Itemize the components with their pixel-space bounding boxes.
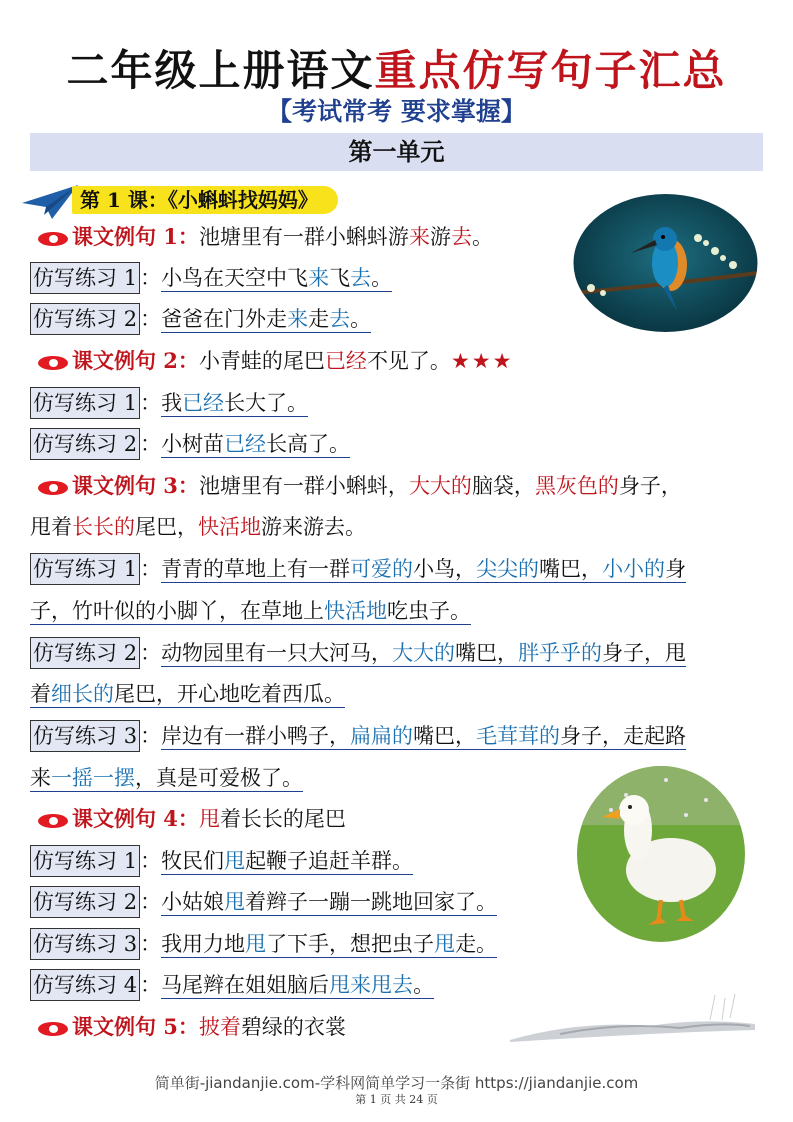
example-5: 课文例句 5：披着碧绿的衣裳: [38, 1011, 346, 1043]
practice-e4-1: 仿写练习 1 ：牧民们甩起鞭子追赶羊群。: [30, 845, 413, 877]
practice-label-box: 仿写练习 1: [30, 845, 140, 877]
example-3: 课文例句 3：池塘里有一群小蝌蚪，大大的脑袋，黑灰色的身子，: [38, 470, 682, 502]
practice-label-box: 仿写练习 1: [30, 553, 140, 585]
eye-bullet-icon: [38, 356, 68, 370]
practice-label-box: 仿写练习 4: [30, 969, 140, 1001]
practice-e3-3: 仿写练习 3 ：岸边有一群小鸭子，扁扁的嘴巴，毛茸茸的身子，走起路: [30, 720, 686, 752]
eye-bullet-icon: [38, 1022, 68, 1036]
ink-landscape-decoration: [500, 990, 760, 1050]
practice-e3-3-cont: 来一摇一摆，真是可爱极了。: [30, 766, 303, 790]
practice-e3-1-cont: 子，竹叶似的小脚丫，在草地上快活地吃虫子。: [30, 599, 471, 623]
practice-label-box: 仿写练习 2: [30, 637, 140, 669]
practice-label-box: 仿写练习 3: [30, 720, 140, 752]
practice-e4-3: 仿写练习 3 ：我用力地甩了下手，想把虫子甩走。: [30, 928, 497, 960]
practice-e2-2: 仿写练习 2 ：小树苗已经长高了。: [30, 428, 350, 460]
practice-e4-4: 仿写练习 4 ：马尾辫在姐姐脑后甩来甩去。: [30, 969, 434, 1001]
practice-e2-1: 仿写练习 1 ：我已经长大了。: [30, 387, 308, 419]
title-highlight: 重点仿写句子汇总: [374, 46, 727, 95]
star-rating: ★★★: [450, 349, 514, 373]
title-main: 二年级上册语文: [66, 46, 375, 95]
unit-banner: [30, 133, 763, 171]
practice-label-box: 仿写练习 2: [30, 886, 140, 918]
duck-photo: [576, 765, 746, 943]
example-1: 课文例句 1：池塘里有一群小蝌蚪游来游去。: [38, 221, 493, 253]
practice-e3-2-cont: 着细长的尾巴，开心地吃着西瓜。: [30, 682, 345, 706]
eye-bullet-icon: [38, 232, 68, 246]
kingfisher-photo: [573, 193, 758, 333]
practice-e1-1: 仿写练习 1 ：小鸟在天空中飞来飞去。: [30, 262, 392, 294]
practice-e3-1: 仿写练习 1 ：青青的草地上有一群可爱的小鸟，尖尖的嘴巴，小小的身: [30, 553, 686, 585]
page-title: [0, 38, 793, 98]
eye-bullet-icon: [38, 481, 68, 495]
practice-label-box: 仿写练习 2: [30, 303, 140, 335]
practice-label-box: 仿写练习 3: [30, 928, 140, 960]
page-subtitle: 【考试常考 要求掌握】: [267, 97, 526, 126]
practice-e3-2: 仿写练习 2 ：动物园里有一只大河马，大大的嘴巴，胖乎乎的身子，甩: [30, 637, 686, 669]
practice-e1-2: 仿写练习 2 ：爸爸在门外走来走去。: [30, 303, 371, 335]
page-number: 第 1 页 共 24 页: [355, 1093, 438, 1106]
example-2: 课文例句 2：小青蛙的尾巴已经不见了。★★★: [38, 345, 513, 377]
footer-site: 简单街-jiandanjie.com-学科网简单学习一条街 https://jiandanjie.com: [154, 1074, 639, 1092]
eye-bullet-icon: [38, 814, 68, 828]
practice-label-box: 仿写练习 2: [30, 428, 140, 460]
lesson-heading: 第 1 课：《小蝌蚪找妈妈》: [72, 186, 338, 214]
paper-plane-icon: [22, 185, 78, 219]
unit-title: 第一单元: [348, 137, 445, 166]
example-3-cont: 甩着长长的尾巴，快活地游来游去。: [30, 515, 366, 539]
example-4: 课文例句 4：甩着长长的尾巴: [38, 803, 346, 835]
practice-label-box: 仿写练习 1: [30, 262, 140, 294]
practice-e4-2: 仿写练习 2 ：小姑娘甩着辫子一蹦一跳地回家了。: [30, 886, 497, 918]
practice-label-box: 仿写练习 1: [30, 387, 140, 419]
